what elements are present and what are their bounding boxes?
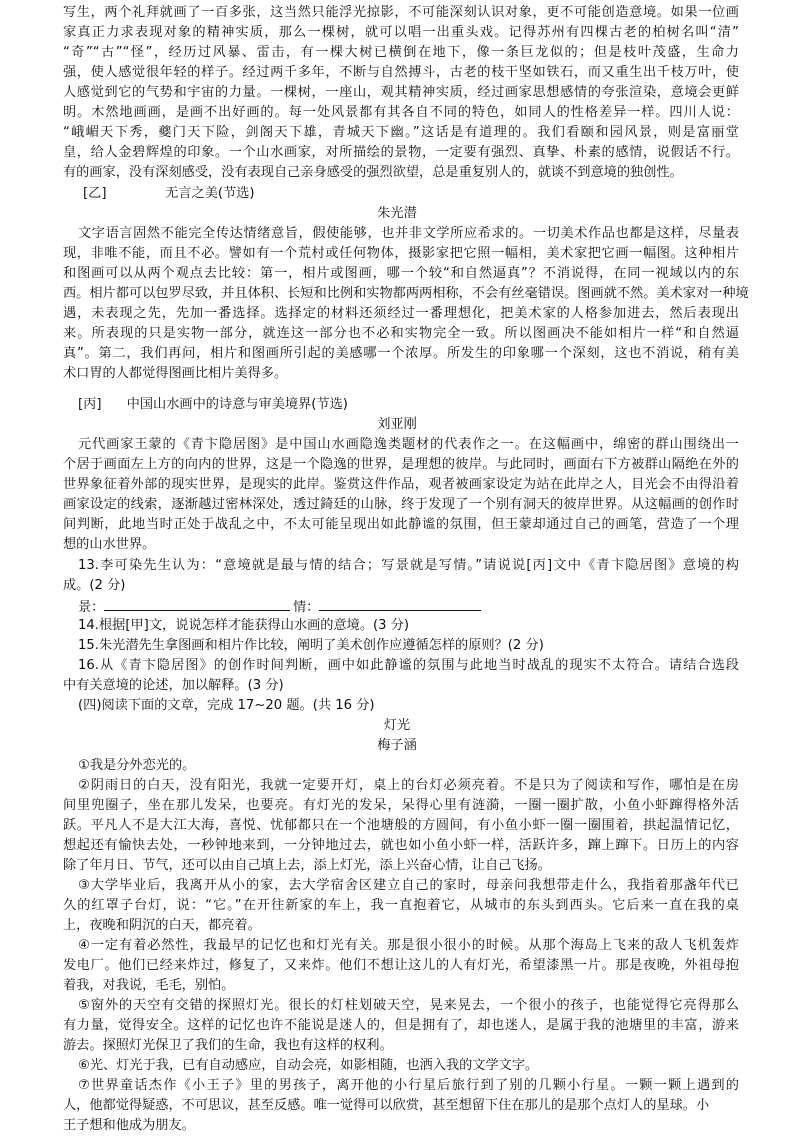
text-line: 发电厂。他们已经来炸过，修复了，又来炸。他们不想让这儿的人有灯光，希望漆黑一片。那是夜晚，外祖母抱 bbox=[63, 958, 739, 973]
text-line: 想的山水世界。 bbox=[63, 537, 156, 552]
text-line: 遇，未表现之先，先加一番选择。选择定的材料还须经过一番理想化，把美术家的人格参加进去，然后表现出 bbox=[63, 306, 739, 321]
text-line: 跃。平凡人不是大江大海，喜悦、忧郁都只在一个池塘般的方圆间，有小鱼小虾一圈一圈围着，拱起温情记忆， bbox=[63, 818, 739, 833]
answer-blank-feeling[interactable] bbox=[319, 596, 481, 611]
text-line: 除了年月日、节气，还可以由自己填上去，添上灯光，添上兴奋心情，让自己飞扬。 bbox=[63, 858, 551, 873]
question-16: 16.从《青卞隐居图》的创作时间判断，画中如此静谧的氛围与此地当时战乱的现实不太符合。请结合选段 bbox=[78, 658, 739, 673]
text-line: 人感觉到它的气势和宇宙的力量。一棵树，一座山，观其精神实质，经过画家思想感情的夸张渲染，意境会更鲜 bbox=[63, 85, 739, 100]
paragraph-start: 元代画家王蒙的《青卞隐居图》是中国山水画隐逸类题材的代表作之一。在这幅画中，绵密的群山围绕出一 bbox=[78, 437, 739, 452]
answer-feeling-label bbox=[293, 596, 493, 616]
text-line: 间判断，此地当时正处于战乱之中，不太可能呈现出如此静谧的氛围，但王蒙却通过自己的画笔，营造了一个理 bbox=[63, 517, 739, 532]
section-heading: [丙] 中国山水画中的诗意与审美境界(节选) bbox=[78, 397, 348, 412]
paragraph-3: ③大学毕业后，我离开从小的家，去大学宿舍区建立自己的家时，母亲问我想带走什么，我指着那盏年代已 bbox=[78, 878, 739, 893]
paragraph-2: ②阴雨日的白天，没有阳光，我就一定要开灯，桌上的台灯必须亮着。不是只为了阅读和写作，哪怕是在房 bbox=[78, 778, 739, 793]
section-heading: [乙] 无言之美(节选) bbox=[83, 186, 255, 201]
text-line: 明。木然地画画，是画不出好画的。每一处风景都有其各自不同的特色，如同人的性格差异一样。四川人说： bbox=[63, 105, 739, 120]
paragraph-start: 文字语言固然不能完全传达情绪意旨，假使能够，也并非文学所应希求的。一切美术作品也都是这样，尽量表 bbox=[78, 226, 739, 241]
text-line: 着我，对我说，毛毛，别怕。 bbox=[63, 978, 235, 993]
answer-blank-scene[interactable] bbox=[104, 596, 290, 611]
text-line: 王子想和他成为朋友。 bbox=[63, 1118, 195, 1133]
question-15: 15.朱光潜先生拿图画和相片作比较，阐明了美术创作应遵循怎样的原则？(2 分) bbox=[78, 638, 544, 653]
text-line: “奇”“古”“怪”，经历过风暴、雷击，有一棵大树已横倒在地下，像一条巨龙似的；但是枝叶茂盛，生命力 bbox=[63, 45, 739, 60]
text-line: 来。所表现的只是实物一部分，就连这一部分也不必和实物完全一致。所以图画决不能如相片一样“和自然逼 bbox=[63, 326, 739, 341]
text-line: 强，使人感觉很年轻的样子。经过两千多年，不断与自然搏斗，古老的枝干坚如铁石，而又重生出千枝万叶，使 bbox=[63, 65, 739, 80]
scene-label: 景： bbox=[78, 600, 105, 615]
paragraph-5: ⑤窗外的天空有交错的探照灯光。很长的灯柱划破天空，晃来晃去，一个很小的孩子，也能觉得它亮得那么 bbox=[78, 998, 739, 1013]
text-line: 家真正力求表现对象的精神实质，那么一棵树，就可以唱一出重头戏。记得苏州有四棵古老的柏树名叫“清” bbox=[63, 25, 739, 40]
question-14: 14.根据[甲]文，说说怎样才能获得山水画的意境。(3 分) bbox=[78, 618, 410, 633]
question-13: 13.李可染先生认为：“意境就是最与情的结合；写景就是写情。”请说说[丙]文中《青卞隐居图》意境的构 bbox=[78, 558, 739, 573]
article-title: 灯光 bbox=[383, 718, 411, 733]
answer-scene-label bbox=[78, 596, 288, 616]
section-instruction: (四)阅读下面的文章，完成 17~20 题。(共 16 分) bbox=[78, 698, 375, 713]
text-line: 术口胃的人都觉得图画比相片美得多。 bbox=[63, 366, 288, 381]
text-line: 个居于画面左上方的向内的世界，这是一个隐逸的世界，是理想的彼岸。与此同时，画面右下方被群山隔绝在外的 bbox=[63, 457, 739, 472]
author-line: 刘亚刚 bbox=[377, 417, 417, 432]
text-line: 人，他都觉得疑惑，不可思议，甚至反感。唯一觉得可以欣赏，甚至想留下住在那儿的是那个点灯人的星球。小 bbox=[63, 1098, 710, 1113]
text-line: 间里兜圈子，坐在那儿发呆，也要亮。有灯光的发呆，呆得心里有涟漪，一圈一圈扩散，小鱼小虾蹿得格外活 bbox=[63, 798, 739, 813]
text-line: 皇，给人金碧辉煌的印象。一个山水画家，对所描绘的景物，一定要有强烈、真挚、朴素的感情，说假话不行。 bbox=[63, 145, 739, 160]
text-line: 西。相片都可以包罗尽致，并且体积、长短和比例和实物都两两相称，不会有丝毫错误。图画就不然。美术家对一种境 bbox=[63, 286, 749, 301]
paragraph-1: ①我是分外恋光的。 bbox=[78, 758, 196, 773]
author-line: 梅子涵 bbox=[377, 738, 417, 753]
paragraph-7: ⑦世界童话杰作《小王子》里的男孩子，离开他的小行星后旅行到了别的几颗小行星。一颗一颗上遇到的 bbox=[78, 1078, 739, 1093]
text-line: 现，非唯不能，而且不必。譬如有一个荒村或任何物体，摄影家把它照一幅相，美术家把它画一幅图。这种相片 bbox=[63, 246, 739, 261]
text-line: 世界象征着外部的现实世界，是现实的此岸。鉴赏这件作品，观者被画家设定为站在此岸之人，目光会不由得沿着 bbox=[63, 477, 739, 492]
text-line: 游去。探照灯光保卫了我们的生命，我也有这样的权利。 bbox=[63, 1038, 393, 1053]
text-line: 写生，两个礼拜就画了一百多张，这当然只能浮光掠影，不可能深刻认识对象，更不可能创造意境。如果一位画 bbox=[63, 5, 739, 20]
text-line: 上，夜晚和阴沉的白天，都亮着。 bbox=[63, 918, 261, 933]
text-line: 有力量，觉得安全。这样的记忆也许不能说是迷人的，但是拥有了，却也迷人，是属于我的池塘里的丰富，游来 bbox=[63, 1018, 739, 1033]
feeling-label: 情： bbox=[293, 600, 320, 615]
text-line: 画家设定的线索，逐渐越过密林深处，透过錡廷的山脉，终于发现了一个别有洞天的彼岸世界。从这幅画的创作时 bbox=[63, 497, 739, 512]
text-line: 想起还有愉快去处，一秒钟地来到，一分钟地过去，就也如小鱼小虾一样，活跃许多，蹿上蹿下。日历上的内容 bbox=[63, 838, 739, 853]
text-line: 中有关意境的论述，加以解释。(3 分) bbox=[63, 678, 284, 693]
text-line: 久的红罩子台灯，说：“它。”在开往新家的车上，我一直抱着它，从城市的东头到西头。它后来一直在我的桌 bbox=[63, 898, 739, 913]
text-line: 有的画家，没有深刻感受，没有表现自己亲身感受的强烈欲望，总是重复别人的，就谈不到意境的独创性。 bbox=[63, 165, 683, 180]
paragraph-6: ⑥光、灯光于我，已有自动感应，自动会亮，如影相随，也洒入我的文学文字。 bbox=[78, 1058, 539, 1073]
paragraph-4: ④一定有着必然性，我最早的记忆也和灯光有关。那是很小很小的时候。从那个海岛上飞来的敌人飞机轰炸 bbox=[78, 938, 739, 953]
author-line: 朱光潜 bbox=[377, 206, 417, 221]
text-line: 成。(2 分) bbox=[63, 578, 126, 593]
text-line: 和图画可以从两个观点去比较：第一，相片或图画，哪一个较“和自然逼真”？不消说得，在同一视域以内的东 bbox=[63, 266, 739, 281]
text-line: “峨嵋天下秀，夔门天下险，剑阁天下雄，青城天下幽。”这话是有道理的。我们看颐和园风景，则是富丽堂 bbox=[63, 125, 739, 140]
text-line: 真”。第二，我们再问，相片和图画所引起的美感哪一个浓厚。所发生的印象哪一个深刻，这也不消说，稍有美 bbox=[63, 346, 739, 361]
